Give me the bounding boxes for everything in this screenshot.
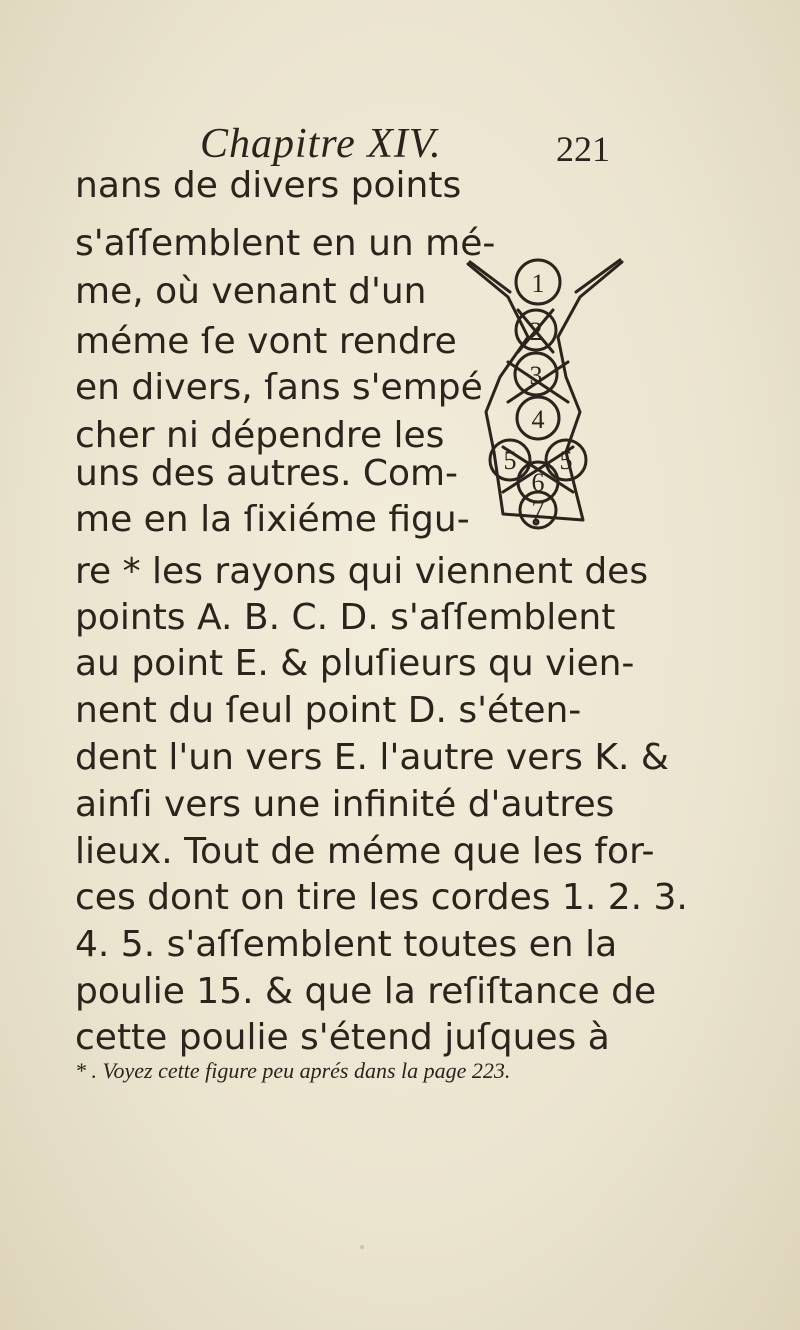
- text-line: re * les rayons qui viennent des: [75, 551, 649, 592]
- pulley-label: 3: [529, 361, 543, 390]
- pulley-diagram: [448, 252, 630, 532]
- paper-spot: [360, 1245, 364, 1249]
- text-line: nent du ſeul point D. s'éten-: [75, 690, 582, 731]
- pulley-label: 6: [531, 468, 545, 497]
- text-line: uns des autres. Com-: [75, 453, 459, 494]
- text-line: en divers, ſans s'empé: [75, 367, 483, 408]
- pulley-label: 5: [559, 446, 573, 475]
- text-line: poulie 15. & que la reſiſtance de: [75, 971, 657, 1012]
- text-line: dent l'un vers E. l'autre vers K. &: [75, 737, 669, 778]
- text-line: me, où venant d'un: [75, 271, 427, 312]
- footnote: * . Voyez cette figure peu aprés dans la page 223.: [75, 1058, 511, 1083]
- text-line: cette poulie s'étend juſques à: [75, 1017, 610, 1058]
- text-line: me en la ſixiéme figu-: [75, 499, 470, 540]
- pulley-label: 2: [529, 317, 543, 346]
- text-line: cher ni dépendre les: [75, 415, 445, 456]
- text-line: points A. B. C. D. s'aſſemblent: [75, 597, 616, 638]
- pulley-label: 1: [531, 269, 545, 298]
- pulley-figure: [448, 252, 630, 532]
- text-line: 4. 5. s'aſſemblent toutes en la: [75, 924, 618, 965]
- pulley-label: 5: [503, 446, 517, 475]
- cord-outline: [468, 262, 622, 520]
- text-line: méme ſe vont rendre: [75, 321, 457, 362]
- text-line: nans de divers points: [75, 165, 462, 206]
- cord-top: [470, 260, 620, 292]
- text-line: ces dont on tire les cordes 1. 2. 3.: [75, 877, 688, 918]
- text-line: s'aſſemblent en un mé-: [75, 223, 496, 264]
- text-line: ainſi vers une infinité d'autres: [75, 784, 615, 825]
- text-line: au point E. & pluſieurs qu vien-: [75, 643, 635, 684]
- text-line: lieux. Tout de méme que les for-: [75, 831, 655, 872]
- page-number: 221: [556, 129, 610, 169]
- running-head: Chapitre XIV.: [200, 121, 442, 167]
- pulley-label: 4: [531, 405, 545, 434]
- pulley-label: 7: [531, 496, 545, 525]
